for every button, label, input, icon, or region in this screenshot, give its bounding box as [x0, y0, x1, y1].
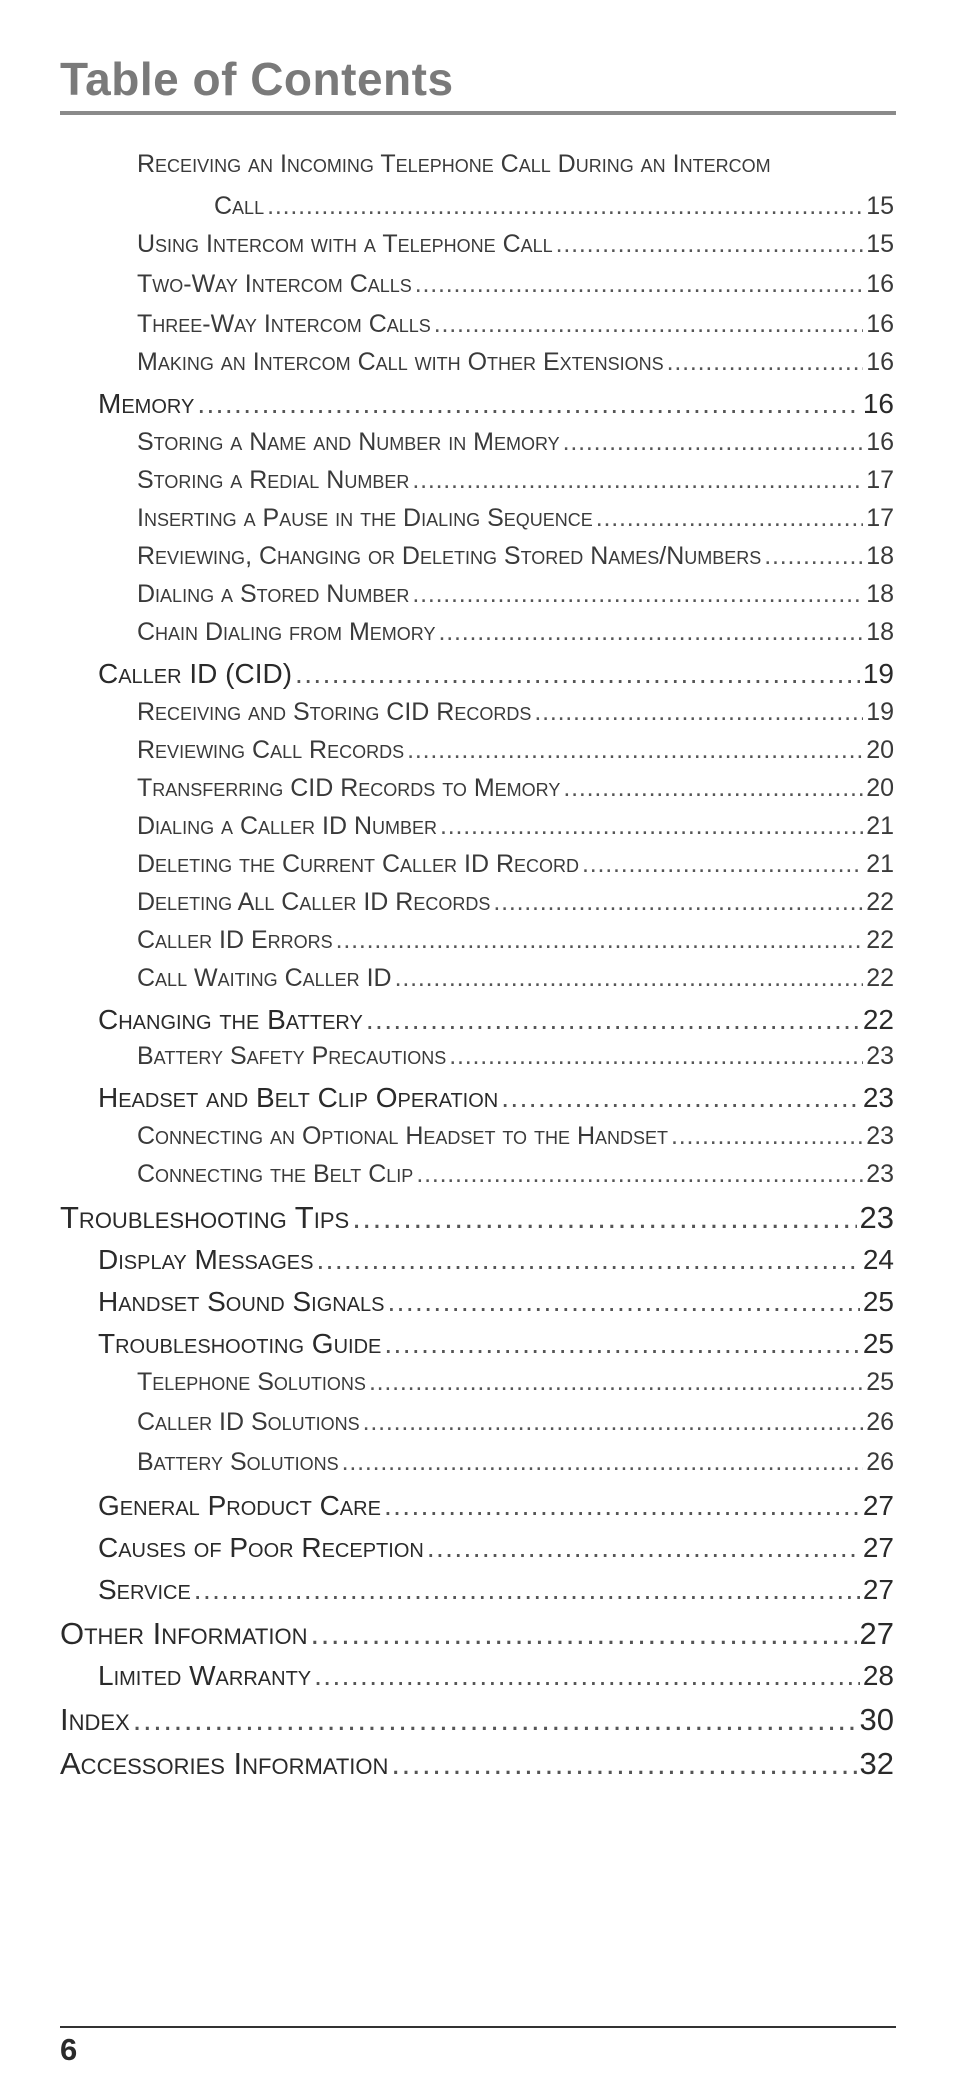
toc-entry[interactable] [137, 466, 894, 495]
toc-entry-page: 21 [866, 850, 894, 878]
page-title: Table of Contents [60, 53, 454, 105]
toc-entry-title: Chain Dialing from Memory [137, 618, 436, 646]
dot-leader [563, 774, 863, 803]
dot-leader [384, 1490, 860, 1522]
dot-leader [407, 736, 863, 765]
toc-entry-title: Other Information [60, 1616, 308, 1651]
toc-entry-title: Call Waiting Caller ID [137, 964, 392, 992]
toc-entry-page: 23 [862, 1082, 894, 1113]
dot-leader [596, 504, 863, 533]
dot-leader [440, 812, 863, 841]
toc-entry[interactable] [98, 1490, 894, 1522]
toc-entry[interactable] [98, 1286, 894, 1318]
toc-entry-page: 18 [866, 580, 894, 608]
toc-entry-page: 21 [866, 812, 894, 840]
toc-entry-title: Troubleshooting Tips [60, 1200, 350, 1235]
toc-entry-title: Handset Sound Signals [98, 1286, 385, 1317]
dot-leader [667, 348, 864, 377]
toc-entry[interactable] [137, 736, 894, 765]
toc-entry[interactable] [137, 774, 894, 803]
toc-entry-page: 27 [859, 1616, 894, 1651]
toc-entry-title: Inserting a Pause in the Dialing Sequence [137, 504, 593, 532]
dot-leader [582, 850, 863, 879]
dot-leader [352, 1200, 856, 1236]
dot-leader [316, 1244, 859, 1276]
toc-entry-page: 20 [866, 736, 894, 764]
toc-entry[interactable] [137, 1448, 894, 1477]
toc-entry-page: 15 [866, 192, 894, 220]
toc-entry-title: Caller ID Solutions [137, 1408, 360, 1436]
toc-entry-page: 23 [866, 1160, 894, 1188]
toc-entry[interactable] [137, 1408, 894, 1437]
toc-entry-page: 25 [862, 1328, 894, 1359]
toc-entry-title: Connecting the Belt Clip [137, 1160, 414, 1188]
toc-entry[interactable] [137, 348, 894, 377]
toc-entry[interactable] [137, 230, 894, 259]
toc-entry-title: Troubleshooting Guide [98, 1328, 382, 1359]
toc-entry-title: Call [214, 192, 265, 220]
toc-entry-title: Receiving and Storing CID Records [137, 698, 532, 726]
toc-entry[interactable] [137, 270, 894, 299]
toc-entry-title: Two-Way Intercom Calls [137, 270, 412, 298]
toc-entry[interactable] [137, 428, 894, 457]
toc-entry-title: Caller ID Errors [137, 926, 333, 954]
toc-entry[interactable] [137, 618, 894, 647]
toc-entry-page: 27 [862, 1574, 894, 1605]
toc-entry-page: 27 [862, 1490, 894, 1521]
dot-leader [391, 1746, 856, 1782]
toc-entry[interactable] [137, 542, 894, 571]
toc-entry-title: Reviewing Call Records [137, 736, 405, 764]
toc-entry[interactable] [98, 1532, 894, 1564]
dot-leader [388, 1286, 860, 1318]
toc-entry[interactable] [137, 888, 894, 917]
toc-entry[interactable] [98, 388, 894, 420]
dot-leader [556, 230, 864, 259]
dot-leader [434, 310, 863, 339]
toc-entry-title: Dialing a Caller ID Number [137, 812, 438, 840]
toc-entry-title: Dialing a Stored Number [137, 580, 410, 608]
dot-leader [194, 1574, 860, 1606]
dot-leader [449, 1042, 863, 1071]
toc-entry-page: 22 [866, 926, 894, 954]
toc-entry-page: 28 [862, 1660, 894, 1691]
toc-entry[interactable] [98, 1574, 894, 1606]
toc-entry[interactable] [98, 658, 894, 690]
dot-leader [267, 192, 863, 221]
toc-entry-page: 23 [866, 1042, 894, 1070]
dot-leader [416, 1160, 863, 1189]
toc-entry-page: 26 [866, 1448, 894, 1476]
dot-leader [133, 1702, 857, 1738]
toc-entry-title: Display Messages [98, 1244, 314, 1275]
dot-leader [336, 926, 864, 955]
toc-entry[interactable] [60, 1746, 894, 1782]
toc-entry-page: 22 [866, 964, 894, 992]
toc-entry-page: 19 [862, 658, 894, 689]
toc-entry[interactable] [137, 926, 894, 955]
toc-entry-title: Storing a Redial Number [137, 466, 410, 494]
dot-leader [295, 658, 860, 690]
toc-entry-page: 20 [866, 774, 894, 802]
dot-leader [366, 1004, 860, 1036]
toc-entry[interactable] [98, 1328, 894, 1360]
toc-entry[interactable] [137, 1160, 894, 1189]
footer-rule [60, 2026, 896, 2028]
dot-leader [427, 1532, 860, 1564]
toc-entry-page: 15 [866, 230, 894, 258]
toc-entry-page: 22 [862, 1004, 894, 1035]
toc-entry-page: 23 [859, 1200, 894, 1235]
toc-entry[interactable] [137, 964, 894, 993]
toc-entry-title: Causes of Poor Reception [98, 1532, 424, 1563]
dot-leader [363, 1408, 864, 1437]
toc-entry-page: 17 [866, 504, 894, 532]
toc-entry[interactable] [137, 1042, 894, 1071]
toc-entry-title: Service [98, 1574, 191, 1605]
toc-entry-page: 16 [862, 388, 894, 419]
toc-entry-page: 16 [866, 428, 894, 456]
toc-entry-title: Index [60, 1702, 130, 1737]
dot-leader [501, 1082, 860, 1114]
dot-leader [671, 1122, 863, 1151]
toc-entry-page: 18 [866, 542, 894, 570]
toc-entry-page: 24 [862, 1244, 894, 1275]
toc-entry[interactable] [98, 1244, 894, 1276]
toc-entry[interactable] [137, 504, 894, 533]
toc-entry-title: Telephone Solutions [137, 1368, 366, 1396]
toc-entry-page: 27 [862, 1532, 894, 1563]
toc-entry-title: Limited Warranty [98, 1660, 312, 1691]
toc-entry-page: 30 [859, 1702, 894, 1737]
dot-leader [395, 964, 864, 993]
toc-entry-title: Deleting the Current Caller ID Record [137, 850, 579, 878]
toc-entry[interactable] [214, 192, 894, 221]
dot-leader [764, 542, 863, 571]
dot-leader [493, 888, 863, 917]
toc-entry-title: Headset and Belt Clip Operation [98, 1082, 499, 1113]
toc-entry-title: Accessories Information [60, 1746, 389, 1781]
toc-entry[interactable] [137, 1122, 894, 1151]
toc-entry[interactable] [60, 1702, 894, 1738]
dot-leader [563, 428, 864, 457]
toc-entry-page: 16 [866, 270, 894, 298]
toc-entry-page: 23 [866, 1122, 894, 1150]
toc-entry[interactable] [137, 310, 894, 339]
toc-entry[interactable] [60, 1200, 894, 1236]
toc-entry-title: Making an Intercom Call with Other Extensions [137, 348, 664, 376]
toc-entry-title: Battery Solutions [137, 1448, 339, 1476]
toc-entry-page: 26 [866, 1408, 894, 1436]
toc-entry[interactable] [98, 1660, 894, 1692]
toc-entry-title: Storing a Name and Number in Memory [137, 428, 560, 456]
toc-entry[interactable] [137, 580, 894, 609]
dot-leader [412, 466, 863, 495]
toc-entry-page: 25 [866, 1368, 894, 1396]
toc-entry[interactable] [137, 1368, 894, 1397]
toc-entry-title: Using Intercom with a Telephone Call [137, 230, 553, 258]
toc-entry-page: 32 [859, 1746, 894, 1781]
dot-leader [415, 270, 863, 299]
toc-entry[interactable] [137, 698, 894, 727]
toc-entry-page: 22 [866, 888, 894, 916]
toc-entry[interactable] [137, 850, 894, 879]
toc-entry-title: Deleting All Caller ID Records [137, 888, 491, 916]
dot-leader [369, 1368, 863, 1397]
toc-entry-page: 19 [866, 698, 894, 726]
toc-entry-title: Transferring CID Records to Memory [137, 774, 561, 802]
dot-leader [342, 1448, 864, 1477]
dot-leader [412, 580, 863, 609]
toc-entry-title: General Product Care [98, 1490, 381, 1521]
dot-leader [534, 698, 863, 727]
page-number: 6 [60, 2032, 78, 2067]
toc-entry[interactable] [98, 1082, 894, 1114]
dot-leader [438, 618, 863, 647]
toc-entry-page: 25 [862, 1286, 894, 1317]
toc-entry-title: Changing the Battery [98, 1004, 363, 1035]
dot-leader [314, 1660, 860, 1692]
dot-leader [310, 1616, 856, 1652]
toc-entry-title: Memory [98, 388, 195, 419]
toc-entry-page: 17 [866, 466, 894, 494]
toc-entry-page: 16 [866, 310, 894, 338]
toc-entry[interactable] [137, 812, 894, 841]
toc-entry-page: 18 [866, 618, 894, 646]
dot-leader [197, 388, 860, 420]
toc-entry[interactable] [60, 1616, 894, 1652]
toc-entry-page: 16 [866, 348, 894, 376]
toc-entry-title: Battery Safety Precautions [137, 1042, 447, 1070]
toc-entry-title: Connecting an Optional Headset to the Handset [137, 1122, 669, 1150]
toc-entry[interactable] [98, 1004, 894, 1036]
dot-leader [384, 1328, 859, 1360]
toc-entry[interactable]: Receiving an Incoming Telephone Call During an Intercom [137, 150, 771, 178]
toc-entry-title: Caller ID (CID) [98, 658, 293, 689]
toc-entry-title: Reviewing, Changing or Deleting Stored Names/Numbers [137, 542, 762, 570]
toc-entry-title: Three-Way Intercom Calls [137, 310, 431, 338]
